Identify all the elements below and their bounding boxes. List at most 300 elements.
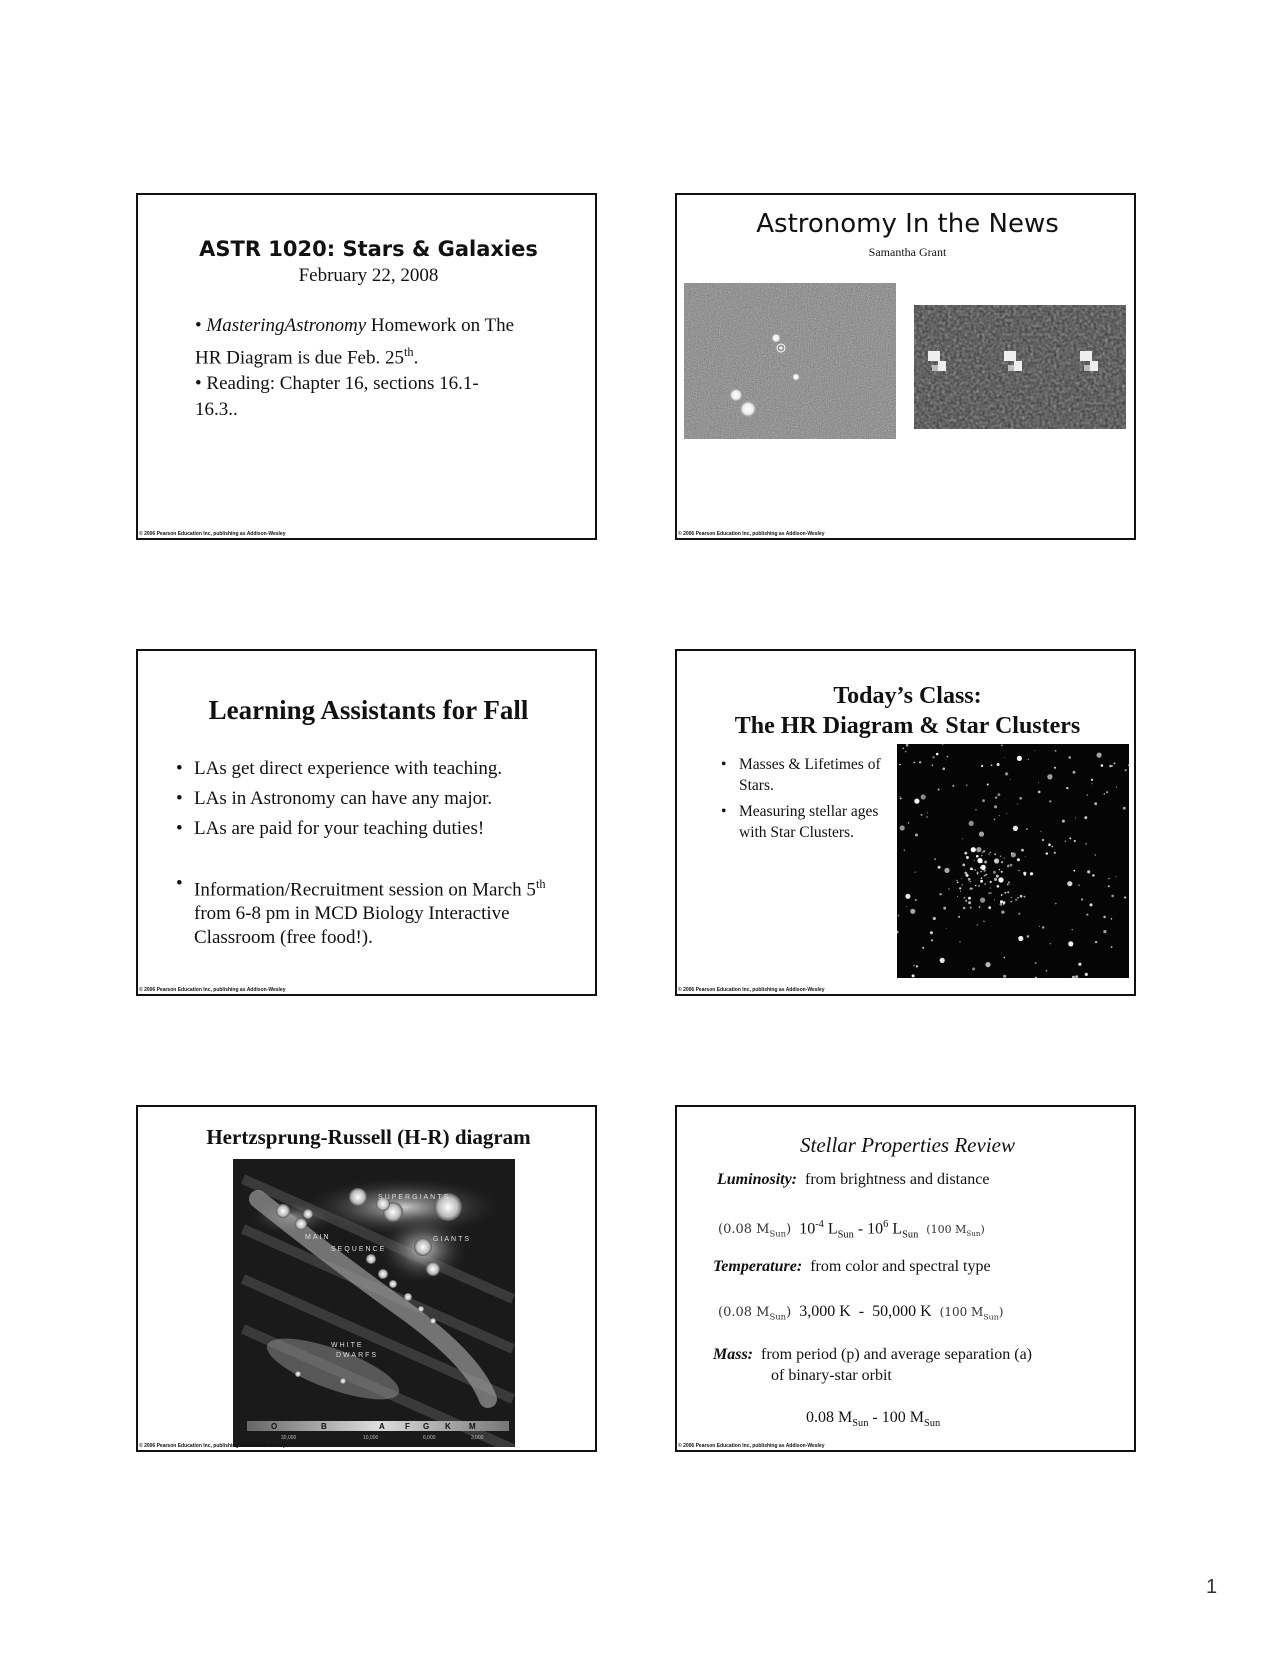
star-point	[936, 753, 939, 756]
news-field-image	[684, 283, 896, 439]
la-title: Learning Assistants for Fall	[208, 695, 529, 725]
star-point	[1109, 765, 1112, 768]
star-point	[990, 892, 991, 893]
star-point	[1125, 769, 1127, 771]
star-point	[1046, 970, 1047, 971]
temperature-line	[713, 1258, 991, 1276]
star-cluster-image	[897, 744, 1129, 978]
star-point	[1017, 804, 1018, 805]
slide-6	[675, 1105, 1136, 1452]
review-title: Stellar Properties Review	[799, 1133, 1015, 1157]
star-point	[1055, 903, 1057, 905]
star-point	[938, 866, 941, 869]
mastering-astronomy-text: MasteringAstronomy	[206, 315, 367, 336]
slide-1	[136, 193, 597, 540]
star-point	[988, 892, 990, 894]
star-point	[994, 853, 996, 855]
star-point	[1050, 943, 1051, 944]
mass-label: Mass:	[713, 1346, 754, 1363]
star-point	[919, 761, 921, 763]
label-white: WHITE	[331, 1342, 364, 1349]
star-point	[999, 869, 1000, 870]
star-point	[1073, 870, 1075, 872]
star-point	[1011, 897, 1013, 899]
star-point	[991, 765, 993, 767]
spectral-class-label: G	[423, 1422, 430, 1431]
star-point	[1069, 837, 1071, 839]
star-point	[1123, 807, 1126, 810]
star-point	[1015, 899, 1017, 901]
star-point	[998, 877, 1003, 882]
star-point	[984, 875, 985, 876]
slide1-bullet-reading: • Reading: Chapter 16, sections 16.1-16.3..	[195, 373, 479, 420]
star-point	[980, 871, 982, 873]
star-point	[943, 907, 946, 910]
star-point	[976, 855, 979, 858]
star-dot	[771, 333, 781, 343]
sun-sub: Sun	[923, 1418, 941, 1430]
star-point	[1010, 779, 1011, 780]
star-point	[1104, 793, 1105, 794]
star-point	[1087, 870, 1090, 873]
star-point	[900, 796, 901, 797]
slide1-bullet-homework: • MasteringAstronomy Homework on The HR Diagram is due Feb. 25th.	[195, 315, 515, 369]
spectral-class-label: B	[321, 1422, 327, 1431]
star-point	[1003, 901, 1005, 903]
star-point	[1092, 874, 1095, 877]
star-point	[905, 894, 910, 899]
star-point	[1004, 757, 1005, 758]
star-point	[1004, 957, 1005, 958]
star-point	[1055, 750, 1057, 752]
star-point	[1035, 962, 1037, 964]
star-point	[1018, 913, 1020, 915]
star-point	[1013, 826, 1018, 831]
mass-high: (100 M	[939, 1305, 984, 1319]
spectral-class-label: K	[445, 1422, 451, 1431]
star-point	[994, 819, 996, 821]
star-point	[1065, 840, 1067, 842]
star-point	[905, 751, 907, 753]
star-point	[1068, 941, 1073, 946]
star-point	[912, 974, 915, 977]
star-point	[914, 965, 915, 966]
star-point	[999, 815, 1000, 816]
star-point	[926, 816, 927, 817]
temperature-text: from color and spectral type	[810, 1258, 991, 1275]
star-point	[1007, 883, 1009, 885]
reading-text: Reading: Chapter 16, sections 16.1-16.3..	[195, 373, 479, 420]
lum-exp: -4	[815, 1219, 824, 1230]
star-point	[904, 850, 905, 851]
star-point	[974, 869, 976, 871]
star-point	[1039, 926, 1040, 927]
star-point	[1072, 929, 1073, 930]
star-point	[1054, 767, 1056, 769]
mass-range: 0.08 $M_{Sun} - 100$ $M_{Sun}$	[806, 1409, 941, 1430]
star-point	[900, 797, 902, 799]
star-point	[1090, 903, 1093, 906]
la-bullet-list	[176, 754, 576, 844]
copyright: © 2006 Pearson Education Inc, publishing as Addison-Wesley	[139, 987, 286, 993]
star-point	[1078, 884, 1080, 886]
star-point	[983, 850, 985, 852]
star-point	[1018, 936, 1023, 941]
page-number: 1	[1206, 1576, 1218, 1598]
star-point	[1114, 763, 1116, 765]
star-point	[1078, 963, 1081, 966]
star-point	[1103, 930, 1106, 933]
star-point	[1106, 791, 1108, 793]
star-point	[994, 805, 997, 808]
period: .	[413, 347, 419, 369]
temperature-values: 3,000 K - 50,000 K	[799, 1303, 932, 1320]
luminosity-label: Luminosity:	[717, 1171, 798, 1188]
label-giants: GIANTS	[433, 1236, 472, 1243]
star-point	[908, 822, 909, 823]
temperature-label: 3,000	[471, 1435, 484, 1441]
spectral-class-label: O	[271, 1422, 278, 1431]
star-point	[1030, 872, 1033, 875]
star-point	[981, 877, 983, 879]
star-point	[910, 909, 915, 914]
star-point	[981, 855, 983, 857]
mass-line	[713, 1344, 1032, 1386]
star-point	[903, 748, 904, 749]
star-point	[979, 832, 984, 837]
star-point	[1001, 911, 1004, 914]
star-point	[966, 785, 967, 786]
star-point	[997, 763, 1000, 766]
star-point	[995, 797, 997, 799]
star-point	[1066, 787, 1068, 789]
star-point	[1005, 772, 1008, 775]
star-point	[988, 877, 989, 878]
star-point	[1040, 831, 1041, 832]
star-point	[975, 885, 977, 887]
sun-sub: Sun	[837, 1229, 854, 1241]
star-point	[940, 958, 945, 963]
star-point	[958, 916, 960, 918]
star-point	[996, 875, 999, 878]
star-point	[1070, 884, 1071, 885]
star-point	[985, 962, 990, 967]
star-point	[1091, 779, 1093, 781]
star-point	[946, 928, 947, 929]
superscript: th	[535, 877, 546, 891]
star-point	[1017, 897, 1019, 899]
star-point	[1103, 916, 1106, 919]
star-point	[1047, 774, 1052, 779]
hr-title: Hertzsprung-Russell (H-R) diagram	[206, 1125, 531, 1149]
temperature-label: 6,000	[423, 1435, 436, 1441]
news-animation-frames	[914, 305, 1126, 429]
star-point	[1046, 852, 1048, 854]
star-point	[971, 847, 976, 852]
copyright: © 2006 Pearson Education Inc, publishing as Addison-Wesley	[139, 1443, 286, 1449]
luminosity-line	[717, 1171, 989, 1189]
star-point	[962, 838, 963, 839]
temperature-label: 10,000	[363, 1435, 379, 1441]
star-point	[944, 868, 949, 873]
star-point	[1017, 858, 1020, 861]
star-point	[1001, 745, 1003, 747]
list-item: • Masses & Lifetimes of Stars.	[721, 754, 891, 796]
star-point	[938, 789, 940, 791]
star-point	[933, 917, 936, 920]
star-point	[966, 874, 969, 877]
star-point	[906, 906, 907, 907]
star-point	[966, 856, 969, 859]
hr-diagram	[233, 1159, 515, 1447]
star-point	[989, 854, 990, 855]
temperature-range: (0.08 $M_{Sun}$) 3,000 K - 50,000 K (100 $M_{Sun}$)	[718, 1303, 1004, 1322]
star-point	[1108, 878, 1109, 879]
star-point	[990, 888, 991, 889]
sun-sub: Sun	[902, 1229, 919, 1241]
list-item: • LAs in Astronomy can have any major.	[176, 784, 576, 814]
star-point	[1052, 846, 1054, 848]
copyright: © 2006 Pearson Education Inc, publishing as Addison-Wesley	[678, 987, 825, 993]
star-point	[1048, 843, 1051, 846]
star-point	[1091, 783, 1092, 784]
slide-5	[136, 1105, 597, 1452]
star-point	[976, 847, 981, 852]
star-point	[898, 915, 900, 917]
star-point	[1006, 813, 1007, 814]
list-item: • LAs get direct experience with teaching.	[176, 754, 576, 784]
star-point	[1085, 843, 1086, 844]
star-point	[1108, 885, 1110, 887]
star-point	[1004, 857, 1005, 858]
star-point	[1020, 895, 1023, 898]
star-point	[1001, 871, 1003, 873]
star-point	[984, 861, 987, 864]
star-point	[1084, 816, 1087, 819]
star-point	[970, 867, 973, 870]
star-point	[1008, 864, 1009, 865]
label-sequence: SEQUENCE	[331, 1246, 387, 1253]
star-point	[970, 881, 971, 882]
todays-class-title	[677, 681, 1136, 741]
star-point	[985, 874, 987, 876]
star-point	[1011, 853, 1012, 854]
star-point	[978, 885, 979, 886]
star-point	[977, 924, 978, 925]
star-point	[1111, 946, 1113, 948]
star-point	[931, 939, 933, 941]
label-dwarfs: DWARFS	[336, 1352, 379, 1359]
star-point	[921, 814, 923, 816]
superscript: th	[403, 345, 414, 359]
star-point	[1094, 802, 1097, 805]
star-point	[906, 744, 909, 747]
temperature-label: Temperature:	[713, 1258, 803, 1275]
star-point	[968, 897, 971, 900]
star-point	[997, 885, 1000, 888]
star-point	[1075, 817, 1076, 818]
star-point	[934, 858, 936, 860]
star-point	[914, 799, 919, 804]
star-point	[968, 901, 971, 904]
star-point	[1001, 861, 1003, 863]
star-point	[962, 884, 963, 885]
copyright: © 2006 Pearson Education Inc, publishing as Addison-Wesley	[678, 531, 825, 537]
news-title: Astronomy In the News	[756, 209, 1059, 239]
spectral-class-label: F	[405, 1422, 410, 1431]
star-point	[956, 880, 957, 881]
star-point	[982, 799, 985, 802]
list-item: • LAs are paid for your teaching duties!	[176, 814, 576, 844]
star-point	[1085, 973, 1088, 976]
star-point	[1087, 794, 1089, 796]
star-point	[964, 852, 967, 855]
star-point	[952, 785, 954, 787]
todays-class-bullets	[721, 754, 891, 843]
star-point	[959, 887, 961, 889]
star-point	[1074, 840, 1076, 842]
star-point	[980, 880, 983, 883]
star-point	[972, 968, 975, 971]
course-title: ASTR 1020: Stars & Galaxies	[199, 237, 538, 261]
list-item: • Measuring stellar ages with Star Clusters.	[721, 801, 891, 843]
title-line-1: Today’s Class:	[833, 683, 982, 709]
star-point	[1081, 898, 1083, 900]
star-point	[1019, 797, 1022, 800]
star-point	[977, 872, 979, 874]
star-point	[994, 858, 999, 863]
star-point	[921, 794, 926, 799]
star-point	[1000, 903, 1003, 906]
star-point	[1111, 918, 1113, 920]
copyright: © 2006 Pearson Education Inc, publishing as Addison-Wesley	[678, 1443, 825, 1449]
star-point	[1124, 897, 1126, 899]
spectral-class-label: M	[469, 1422, 476, 1431]
star-point	[965, 900, 967, 902]
label-main: MAIN	[305, 1234, 331, 1241]
label-supergiants: SUPERGIANTS	[378, 1194, 451, 1201]
sun-sub: Sun	[983, 1312, 999, 1322]
lum-unit: L	[827, 1220, 838, 1238]
star-point	[939, 893, 941, 895]
star-point	[922, 947, 924, 949]
star-point	[994, 878, 997, 881]
star-point	[983, 921, 984, 922]
star-point	[1097, 753, 1102, 758]
star-point	[1018, 870, 1019, 871]
star-point	[980, 898, 985, 903]
star-point	[932, 756, 934, 758]
star-point	[1051, 775, 1052, 776]
star-point	[982, 852, 983, 853]
star-point	[994, 899, 995, 900]
slide-4	[675, 649, 1136, 996]
star-point	[990, 881, 992, 883]
star-point	[1069, 756, 1071, 758]
star-point	[943, 768, 946, 771]
star-point	[1112, 765, 1113, 766]
star-point	[964, 897, 966, 899]
star-point	[899, 764, 901, 766]
star-point	[1038, 791, 1041, 794]
star-point	[1000, 900, 1003, 903]
star-point	[913, 762, 915, 764]
star-point	[915, 834, 918, 837]
star-point	[979, 906, 981, 908]
star-point	[990, 852, 991, 853]
star-point	[963, 907, 966, 910]
star-point	[949, 888, 950, 889]
star-point	[1027, 935, 1030, 938]
star-point	[983, 870, 985, 872]
mass-low-value: 0.08 M	[806, 1409, 853, 1426]
star-point	[982, 862, 983, 863]
sun-sub: Sun	[769, 1311, 787, 1322]
star-point	[1034, 750, 1035, 751]
star-point	[1021, 849, 1024, 852]
lum-exp: 6	[883, 1219, 889, 1230]
star-point	[916, 965, 918, 967]
star-point	[1026, 828, 1028, 830]
star-point	[1042, 926, 1044, 928]
list-item	[176, 872, 556, 950]
star-point	[947, 756, 948, 757]
star-point	[1008, 881, 1010, 883]
info-text: Information/Recruitment session on March 5	[194, 879, 536, 901]
luminosity-range: (0.08 $M_{Sun}$) $10^{-4}$ $L_{Sun} - 10^6$ $L_{Sun}$ (100 $M_{Sun}$)	[718, 1219, 985, 1241]
star-point	[1095, 941, 1097, 943]
star-point	[987, 784, 989, 786]
star-point	[968, 969, 969, 970]
star-point	[959, 941, 960, 942]
star-point	[1095, 854, 1096, 855]
star-point	[915, 899, 917, 901]
star-point	[961, 878, 962, 879]
la-info-list	[176, 872, 556, 950]
star-point	[971, 888, 973, 890]
star-point	[1001, 894, 1003, 896]
star-point	[981, 865, 986, 870]
slide-2	[675, 193, 1136, 540]
star-point	[1010, 864, 1013, 867]
lum-base: 10	[799, 1220, 816, 1238]
star-point	[984, 883, 985, 884]
star-point	[1028, 759, 1029, 760]
star-point	[1017, 756, 1022, 761]
star-point	[974, 860, 975, 861]
mass-low: (0.08 M	[718, 1222, 770, 1238]
mass-text: from period (p) and average separation (a)	[761, 1346, 1032, 1363]
star-point	[1116, 787, 1117, 788]
spectral-class-label: A	[379, 1422, 385, 1431]
mass-text-2: of binary-star orbit	[771, 1367, 892, 1384]
star-point	[1000, 855, 1002, 857]
temperature-label: 30,000	[281, 1435, 297, 1441]
star-point	[993, 871, 996, 874]
star-point	[975, 809, 976, 810]
lum-base: 10	[867, 1220, 884, 1238]
star-point	[960, 891, 961, 892]
star-point	[930, 931, 933, 934]
star-point	[1003, 975, 1006, 978]
homework-text: Homework on The HR Diagram is due Feb. 25	[195, 315, 515, 369]
star-point	[1007, 865, 1009, 867]
star-point	[1025, 856, 1026, 857]
star-point	[1023, 872, 1026, 875]
star-point	[1004, 892, 1006, 894]
star-point	[1049, 800, 1051, 802]
slide-3	[136, 649, 597, 996]
